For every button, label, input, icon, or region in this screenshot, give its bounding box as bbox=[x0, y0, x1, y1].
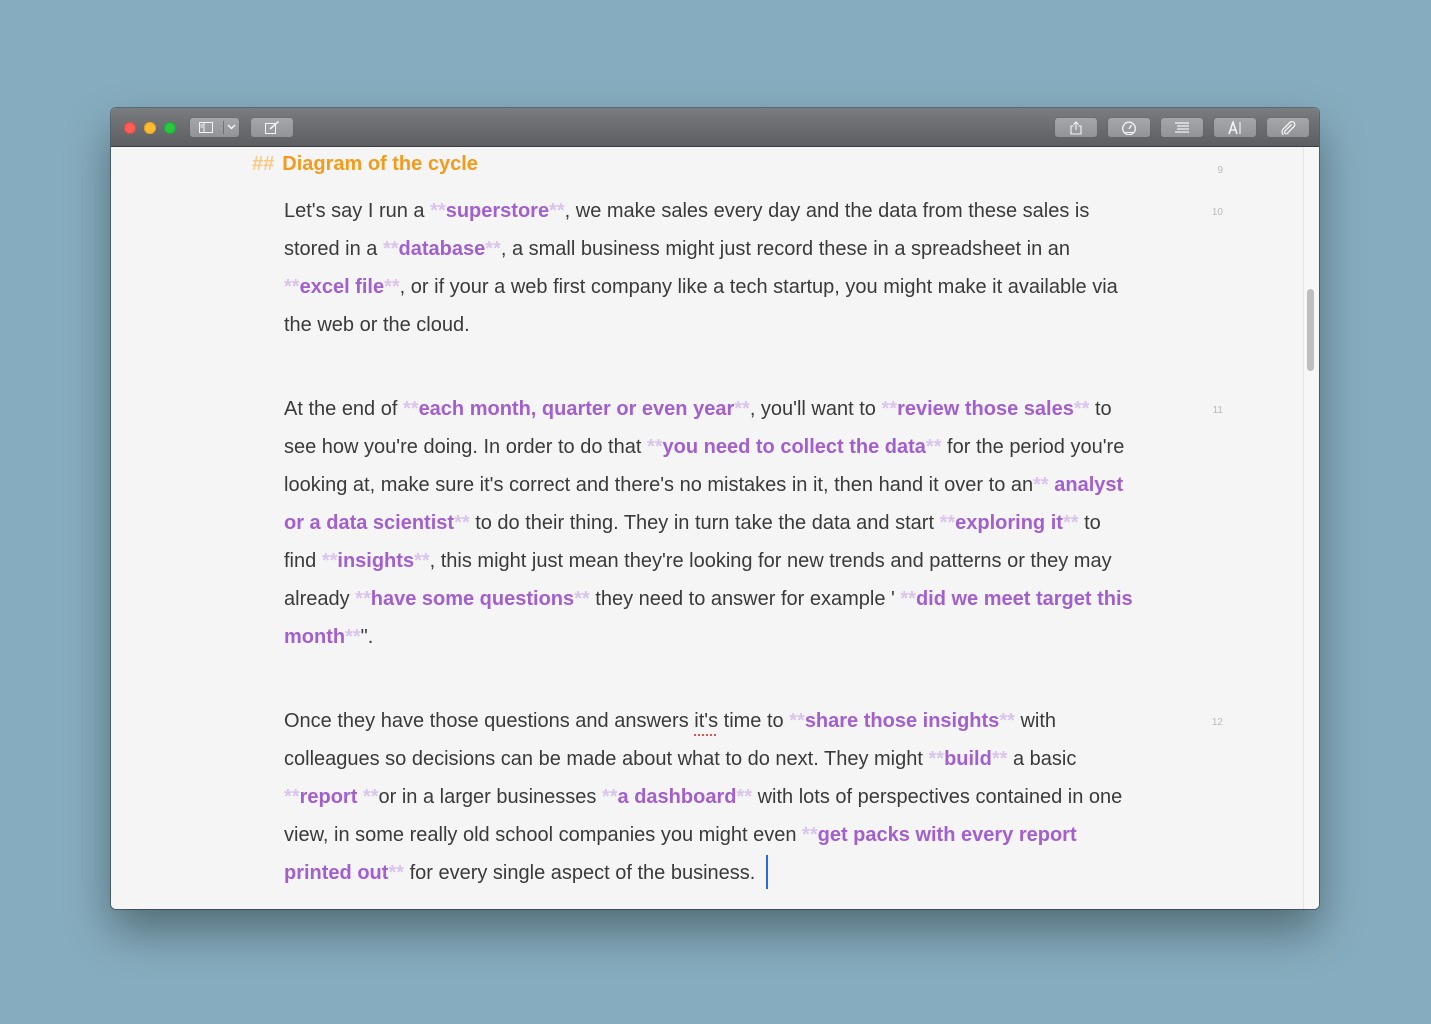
bold-marker: ** bbox=[802, 824, 818, 846]
bold-text: exploring it bbox=[955, 512, 1063, 534]
text-run: Once they have those questions and answers bbox=[284, 710, 695, 732]
bold-marker: ** bbox=[601, 786, 618, 808]
line-number: 10 bbox=[1211, 207, 1223, 218]
bold-text: you need to collect the data bbox=[662, 436, 926, 458]
font-settings-button[interactable] bbox=[1213, 117, 1257, 138]
bold-marker: ** bbox=[881, 398, 898, 420]
bold-text: review those sales bbox=[897, 398, 1074, 420]
close-window-button[interactable] bbox=[124, 122, 136, 134]
text-run: , a small business might just record these in a spreadsheet in an bbox=[500, 238, 1071, 260]
line-number: 12 bbox=[1211, 717, 1223, 728]
sidebar-icon bbox=[199, 122, 213, 133]
bold-marker: ** bbox=[789, 710, 805, 732]
heading-text: Diagram of the cycle bbox=[282, 153, 478, 175]
editor-area[interactable] bbox=[111, 147, 1319, 909]
bold-marker: ** bbox=[430, 200, 446, 222]
bold-marker: ** bbox=[736, 786, 753, 808]
scrollbar-thumb[interactable] bbox=[1307, 289, 1314, 371]
text-run: , this might just mean they're looking for new trends and patterns or they may already bbox=[284, 550, 1112, 610]
text-run: with lots of perspectives contained in one view, in some really old school companies you might even bbox=[284, 786, 1123, 846]
bold-marker: ** bbox=[402, 398, 419, 420]
bold-text: each month, quarter or even year bbox=[418, 398, 735, 420]
outline-button[interactable] bbox=[1160, 117, 1204, 138]
attachments-button[interactable] bbox=[1266, 117, 1310, 138]
text-run: At the end of bbox=[284, 398, 403, 420]
text-run: or in a larger businesses bbox=[378, 786, 602, 808]
text-run: they need to answer for example ' bbox=[589, 588, 901, 610]
section-heading bbox=[252, 153, 478, 176]
bold-text: share those insights bbox=[804, 710, 1000, 732]
bold-text: analyst or a data scientist bbox=[284, 474, 1124, 534]
bold-marker: ** bbox=[362, 786, 379, 808]
line-number: 11 bbox=[1212, 405, 1223, 416]
text-run: to find bbox=[284, 512, 1101, 572]
text-run: to do their thing. They in turn take the data and start bbox=[469, 512, 940, 534]
text-run: , you'll want to bbox=[749, 398, 882, 420]
text-run: time to bbox=[718, 710, 790, 732]
bold-marker: ** bbox=[939, 512, 956, 534]
editor-window bbox=[111, 108, 1319, 909]
sidebar-toggle-button[interactable] bbox=[189, 117, 240, 138]
paragraph-2[interactable] bbox=[284, 390, 1134, 656]
text-run: for the period you're looking at, make sure it's correct and there's no mistakes in it, then hand it over to an bbox=[284, 436, 1125, 496]
bold-marker: ** bbox=[382, 238, 399, 260]
text-run: , or if your a web first company like a tech startup, you might make it available via the web or the cloud. bbox=[284, 276, 1118, 336]
bold-text: excel file bbox=[299, 276, 385, 298]
bold-marker: ** bbox=[485, 238, 501, 260]
bold-text: database bbox=[398, 238, 486, 260]
text-run: for every single aspect of the business. bbox=[404, 862, 761, 884]
text-run: to see how you're doing. In order to do that bbox=[284, 398, 1112, 458]
bold-text: report bbox=[299, 786, 363, 808]
bold-text: superstore bbox=[445, 200, 550, 222]
bold-marker: ** bbox=[734, 398, 750, 420]
bold-marker: ** bbox=[284, 786, 300, 808]
text-run: , we make sales every day and the data from these sales is stored in a bbox=[284, 200, 1090, 260]
bold-marker: ** bbox=[355, 588, 371, 610]
zoom-window-button[interactable] bbox=[164, 122, 176, 134]
bold-marker: ** bbox=[284, 276, 300, 298]
text-cursor bbox=[766, 855, 768, 889]
share-button[interactable] bbox=[1054, 117, 1098, 138]
outline-list-icon bbox=[1175, 122, 1189, 133]
attachment-icon bbox=[1281, 121, 1296, 135]
bold-text: did we meet target this month bbox=[284, 588, 1133, 648]
bold-text: get packs with every report printed out bbox=[284, 824, 1077, 884]
spelling-flagged-word[interactable]: it's bbox=[694, 710, 719, 732]
heading-marker: ## bbox=[252, 153, 275, 175]
bold-marker: ** bbox=[646, 436, 663, 458]
bold-marker: ** bbox=[321, 550, 338, 572]
bold-marker: ** bbox=[925, 436, 942, 458]
bold-marker: ** bbox=[414, 550, 430, 572]
bold-marker: ** bbox=[384, 276, 400, 298]
bold-marker: ** bbox=[900, 588, 916, 610]
vertical-scrollbar[interactable] bbox=[1303, 147, 1319, 909]
stats-gauge-icon bbox=[1121, 121, 1137, 135]
statistics-button[interactable] bbox=[1107, 117, 1151, 138]
text-run: a basic bbox=[1007, 748, 1077, 770]
bold-marker: ** bbox=[991, 748, 1008, 770]
chevron-down-icon[interactable] bbox=[227, 124, 236, 130]
minimize-window-button[interactable] bbox=[144, 122, 156, 134]
bold-marker: ** bbox=[1073, 398, 1090, 420]
bold-marker: ** bbox=[345, 626, 361, 648]
bold-marker: ** bbox=[549, 200, 565, 222]
bold-marker: ** bbox=[999, 710, 1015, 732]
line-number: 9 bbox=[1217, 165, 1223, 176]
title-bar bbox=[111, 108, 1319, 147]
new-document-button[interactable] bbox=[250, 117, 294, 138]
bold-marker: ** bbox=[574, 588, 590, 610]
bold-text: insights bbox=[337, 550, 415, 572]
bold-text: build bbox=[944, 748, 992, 770]
bold-marker: ** bbox=[1062, 512, 1079, 534]
compose-icon bbox=[265, 121, 280, 134]
text-run: Let's say I run a bbox=[284, 200, 431, 222]
font-style-icon bbox=[1228, 121, 1242, 135]
bold-marker: ** bbox=[388, 862, 405, 884]
paragraph-1[interactable] bbox=[284, 192, 1134, 344]
bold-text: a dashboard bbox=[617, 786, 737, 808]
paragraph-3[interactable] bbox=[284, 702, 1134, 892]
bold-marker: ** bbox=[454, 512, 470, 534]
text-run: ". bbox=[360, 626, 374, 648]
share-icon bbox=[1070, 121, 1082, 135]
bold-marker: ** bbox=[928, 748, 945, 770]
bold-marker: ** bbox=[1033, 474, 1049, 496]
text-run: with colleagues so decisions can be made about what to do next. They might bbox=[284, 710, 1057, 770]
bold-text: have some questions bbox=[370, 588, 575, 610]
